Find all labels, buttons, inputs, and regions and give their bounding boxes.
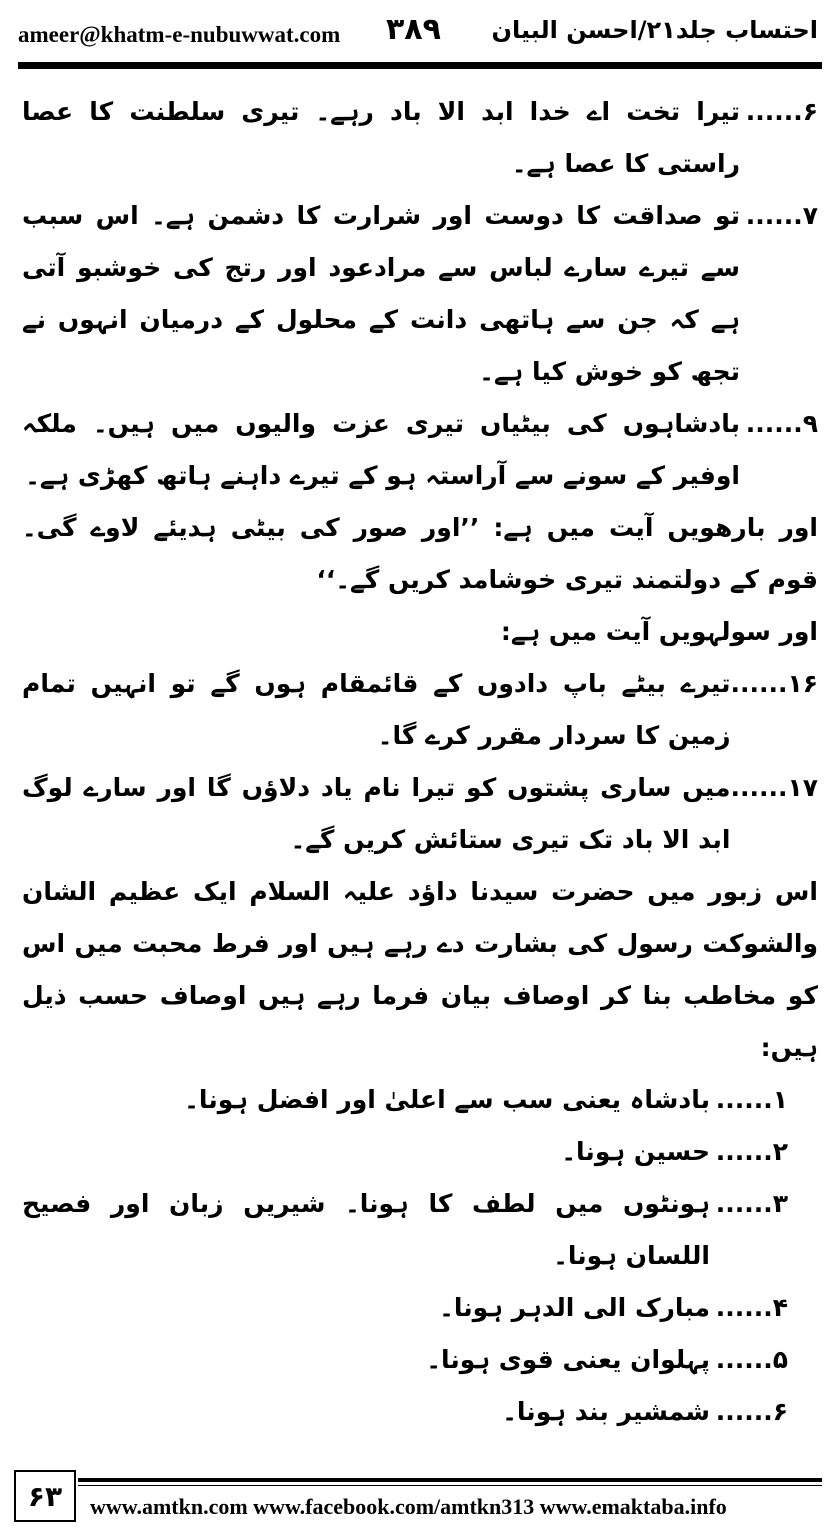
header-book-title: احتساب جلد۲۱/احسن البیان [491, 16, 818, 44]
list-text [22, 1438, 710, 1440]
list-text: بادشاہ یعنی سب سے اعلیٰ اور افضل ہونا۔ [184, 1085, 710, 1114]
list-item [22, 1438, 818, 1440]
list-item [22, 1386, 818, 1438]
list-text: شمشیر بند ہونا۔ [502, 1397, 710, 1426]
verse-text: تیرا تخت اے خدا ابد الا باد رہے۔ تیری سلطنت کا عصا راستی کا عصا ہے۔ [22, 97, 740, 178]
footer-page-box: ۶۳ [14, 1470, 76, 1522]
list-text: ہونٹوں میں لطف کا ہونا۔ شیریں زبان اور فصیح اللسان ہونا۔ [22, 1189, 710, 1270]
verse-number: ۱۷...... [730, 773, 818, 802]
verse-17 [22, 762, 818, 866]
list-text: پہلوان یعنی قوی ہونا۔ [426, 1345, 710, 1374]
list-item [22, 1334, 818, 1386]
verse-text: بادشاہوں کی بیٹیاں تیری عزت والیوں میں ہیں۔ ملکہ اوفیر کے سونے سے آراستہ ہو کے تیرے داہنے ہاتھ کھڑی ہے۔ [22, 409, 740, 490]
list-number: ۲...... [715, 1137, 788, 1166]
list-number [710, 1438, 788, 1440]
list-item [22, 1074, 818, 1126]
footer-divider-thick [78, 1478, 822, 1482]
verse-16 [22, 658, 818, 762]
header-email: ameer@khatm-e-nubuwwat.com [18, 22, 341, 47]
list-item [22, 1282, 818, 1334]
list-number: ۶...... [715, 1397, 788, 1426]
list-text: مبارک الی الدہر ہونا۔ [439, 1293, 710, 1322]
footer-divider-thin [78, 1485, 822, 1486]
header-divider [18, 62, 822, 69]
verse-text: تو صداقت کا دوست اور شرارت کا دشمن ہے۔ اس سبب سے تیرے سارے لباس سے مرادعود اور رتج کی خوشبو آتی ہے کہ جن سے ہاتھی دانت کے محلول کے درمیان انہوں نے تجھ کو خوش کیا ہے۔ [22, 201, 740, 386]
list-number: ۵...... [715, 1345, 788, 1374]
page-body [22, 86, 818, 1440]
list-number: ۴...... [715, 1293, 788, 1322]
header-page-number: ۳۸۹ [386, 12, 441, 47]
verse-6 [22, 86, 818, 190]
verse-number: ۶...... [745, 97, 818, 126]
list-number: ۱...... [715, 1085, 788, 1114]
verse-7 [22, 190, 818, 398]
verse-number: ۷...... [745, 201, 818, 230]
paragraph-zabur: اس زبور میں حضرت سیدنا داؤد علیہ السلام ایک عظیم الشان والشوکت رسول کی بشارت دے رہے ہیں اور فرط محبت میں اس کو مخاطب بنا کر اوصاف بیان فرما رہے ہیں اوصاف حسب ذیل ہیں: [22, 877, 818, 1062]
list-item [22, 1126, 818, 1178]
verse-text: تیرے بیٹے باپ دادوں کے قائمقام ہوں گے تو انہیں تمام زمین کا سردار مقرر کرے گا۔ [22, 669, 731, 750]
verse-number: ۱۶...... [730, 669, 818, 698]
verse-number: ۹...... [745, 409, 818, 438]
footer-website-links: www.amtkn.com www.facebook.com/amtkn313 www.emaktaba.info [90, 1494, 727, 1519]
paragraph-verse-12: اور بارھویں آیت میں ہے: ’’اور صور کی بیٹی ہدیئے لاوے گی۔ قوم کے دولتمند تیری خوشامد کریں گے۔‘‘ [22, 513, 818, 594]
list-number: ۳...... [715, 1189, 788, 1218]
verse-9 [22, 398, 818, 502]
paragraph-verse-16-intro: اور سولہویں آیت میں ہے: [500, 617, 818, 646]
list-text: حسین ہونا۔ [561, 1137, 710, 1166]
verse-text: میں ساری پشتوں کو تیرا نام یاد دلاؤں گا اور سارے لوگ ابد الا باد تک تیری ستائش کریں گے۔ [22, 773, 731, 854]
page-header [18, 14, 822, 54]
list-item [22, 1178, 818, 1282]
